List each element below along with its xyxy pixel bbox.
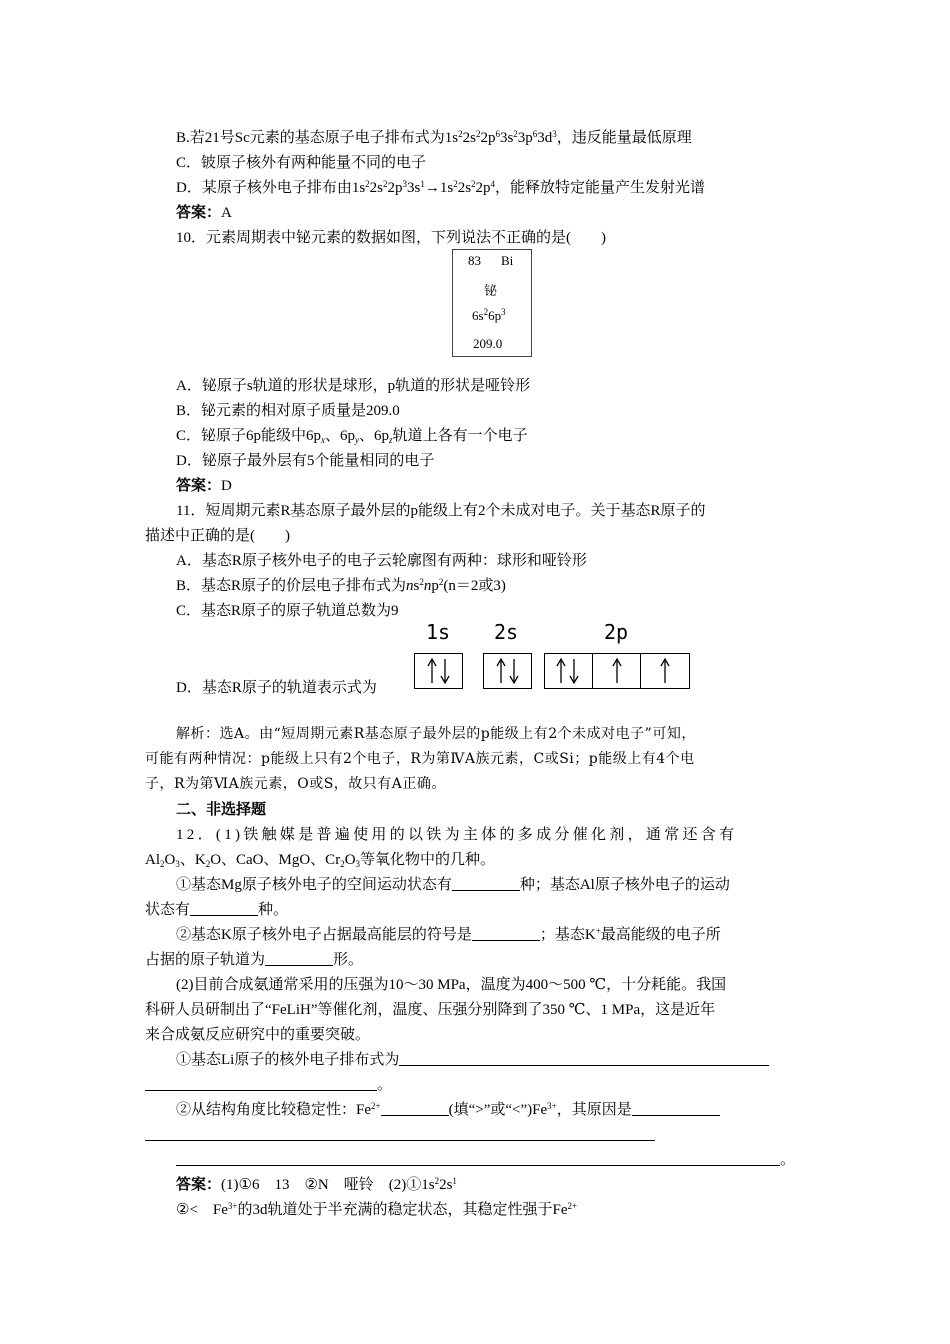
q9-option-d: D．某原子核外电子排布由$1s^22s^22p^33s^1\to 1s^22s^22p^4$，能释放特定能量产生发射光谱 (176, 179, 706, 196)
q12-line-5: ②基态K原子核外电子占据最高能层的符号是 ；基态K+最高能级的电子所 (176, 926, 721, 943)
element-name: 铋 (484, 283, 498, 298)
section-heading: 二、非选择题 (176, 802, 267, 818)
orbital-2pz (641, 654, 688, 688)
paired-electrons-icon (484, 654, 531, 688)
q12-line-13 (145, 1125, 655, 1145)
answer-blank[interactable] (145, 1076, 377, 1091)
paired-electrons-icon (545, 654, 592, 688)
atomic-mass: 209.0 (473, 336, 503, 351)
answer-blank[interactable] (190, 901, 258, 916)
paired-electrons-icon (415, 654, 462, 688)
q12-line-1: 12．(1)铁触媒是普遍使用的以铁为主体的多成分催化剂，通常还含有 (176, 827, 738, 843)
q12-line-11: 。 (145, 1075, 392, 1095)
q12-answer-1: 答案：(1)①6 13 ②N 哑铃 $(2)①1s^22s^1$ (176, 1176, 457, 1193)
q12-line-10: ①基态Li原子的核外电子排布式为 (176, 1050, 769, 1070)
answer-blank[interactable] (399, 1051, 769, 1066)
q9-answer: 答案：A (176, 205, 232, 221)
q12-line-12: ②从结构角度比较稳定性：$Fe^{2+}$ (填“>”或“$<”)Fe^{3+}$，其原因是 (176, 1100, 720, 1120)
orbital-box-2s (483, 653, 532, 689)
q9-option-b: B.若21号Sc元素的基态原子电子排布式为$1s^22s^22p^63s^23p^63d^3$，违反能量最低原理 (176, 129, 692, 146)
orbital-box-2p (544, 653, 690, 689)
electron-config: $6s^26p^3$ (472, 307, 506, 323)
q12-line-6: 占据的原子轨道为 形。 (145, 952, 364, 968)
answer-blank[interactable] (145, 1126, 655, 1141)
q11-analysis-1: 解析：选A。由“短周期元素R基态原子最外层的p能级上有2个未成对电子”可知， (176, 726, 696, 742)
q12-answer-2: ②< $Fe^{3+}$的3d轨道处于半充满的稳定状态，其稳定性强于$Fe^{2+}$ (176, 1201, 578, 1218)
q11-stem-1: 11．短周期元素R基态原子最外层的p能级上有2个未成对电子。关于基态R原子的 (176, 503, 706, 519)
orbital-2px (545, 654, 593, 688)
q11-option-a: A．基态R原子核外电子的电子云轮廓图有两种：球形和哑铃形 (176, 553, 587, 569)
q11-analysis-2: 可能有两种情况：p能级上只有2个电子，R为第ⅣA族元素，C或Si；p能级上有4个电 (145, 751, 695, 767)
q10-option-c: C．铋原子6p能级中$6p_x$、$6p_y$、$6p_z$轨道上各有一个电子 (176, 428, 528, 445)
q10-stem: 10．元素周期表中铋元素的数据如图，下列说法不正确的是( ) (176, 230, 606, 246)
q12-line-8: 科研人员研制出了“FeLiH”等催化剂，温度、压强分别降到了350 ℃、1 MPa，这是近年 (145, 1002, 716, 1018)
q11-analysis-3: 子，R为第ⅥA族元素，O或S，故只有A正确。 (145, 776, 446, 792)
up-electron-icon (593, 654, 640, 688)
element-symbol: Bi (501, 253, 514, 268)
answer-blank[interactable] (632, 1101, 720, 1116)
answer-blank[interactable] (265, 951, 333, 966)
q12-line-4: 状态有 种。 (145, 902, 289, 918)
atomic-number: 83 (468, 253, 481, 268)
q10-option-a: A．铋原子s轨道的形状是球形，p轨道的形状是哑铃形 (176, 378, 531, 394)
bismuth-element-card (452, 249, 532, 357)
q9-option-c: C．铍原子核外有两种能量不同的电子 (176, 155, 427, 171)
answer-blank[interactable] (472, 926, 540, 941)
answer-blank[interactable] (381, 1101, 449, 1116)
q10-answer: 答案：D (176, 478, 232, 494)
q11-option-c: C．基态R原子的原子轨道总数为9 (176, 603, 399, 619)
q12-line-9: 来合成氨反应研究中的重要突破。 (145, 1027, 371, 1043)
q12-line-2: $Al_2O_3$、$K_2O$、CaO、MgO、$Cr_2O_3$等氧化物中的几种。 (145, 852, 496, 869)
q11-stem-2: 描述中正确的是( ) (145, 528, 290, 544)
q10-option-d: D．铋原子最外层有5个能量相同的电子 (176, 453, 435, 469)
answer-blank[interactable] (176, 1151, 780, 1166)
q10-option-b: B．铋元素的相对原子质量是209.0 (176, 403, 400, 419)
orbital-label-2s: 2s (494, 620, 519, 644)
q12-line-3: ①基态Mg原子核外电子的空间运动状态有 种；基态Al原子核外电子的运动 (176, 877, 730, 893)
orbital-label-1s: 1s (426, 620, 451, 644)
up-electron-icon (641, 654, 688, 688)
answer-blank[interactable] (452, 876, 520, 891)
q11-option-b: B．基态R原子的价层电子排布式为$ns^2np^2(n=2$或3) (176, 577, 506, 594)
orbital-label-2p: 2p (604, 620, 629, 644)
orbital-2py (593, 654, 641, 688)
q12-line-7: (2)目前合成氨通常采用的压强为10～30 MPa，温度为400～500 ℃，十分耗能。我国 (176, 977, 727, 993)
q11-option-d: D．基态R原子的轨道表示式为 (176, 680, 377, 696)
orbital-box-1s (414, 653, 463, 689)
q12-line-14: 。 (176, 1150, 795, 1170)
